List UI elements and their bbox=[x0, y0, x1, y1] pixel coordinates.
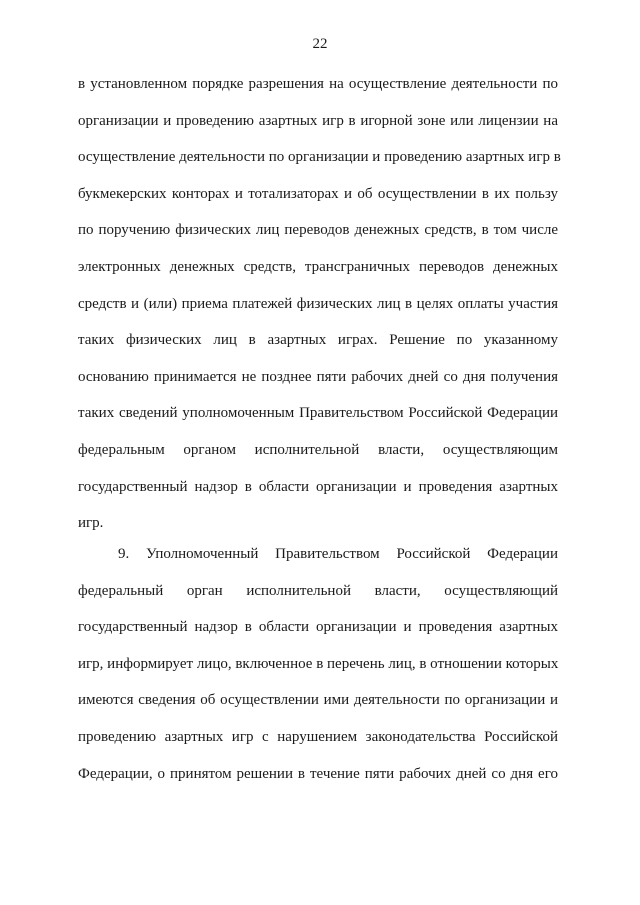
text-line: в установленном порядке разрешения на осуществление деятельности по bbox=[78, 76, 558, 92]
text-line: средств и (или) приема платежей физических лиц в целях оплаты участия bbox=[78, 295, 558, 312]
text-line: электронных денежных средств, трансграничных переводов денежных bbox=[78, 258, 558, 275]
text-line: таких сведений уполномоченным Правительством Российской Федерации bbox=[78, 405, 558, 422]
text-line: государственный надзор в области организации и проведения азартных bbox=[78, 478, 558, 495]
text-line: по поручению физических лиц переводов денежных средств, в том числе bbox=[78, 222, 558, 239]
paragraph-continued bbox=[78, 66, 561, 542]
text-line: таких физических лиц в азартных играх. Решение по указанному bbox=[78, 332, 558, 349]
text-line: букмекерских конторах и тотализаторах и об осуществлении в их пользу bbox=[78, 185, 558, 202]
paragraph-item-9 bbox=[78, 536, 558, 792]
text-line: игр. bbox=[78, 515, 104, 532]
text-line: проведению азартных игр с нарушением законодательства Российской bbox=[78, 728, 558, 745]
text-line: основанию принимается не позднее пяти рабочих дней со дня получения bbox=[78, 368, 558, 385]
text-line: осуществление деятельности по организации и проведению азартных игр в bbox=[78, 149, 561, 166]
text-line: федеральный орган исполнительной власти, осуществляющий bbox=[78, 582, 558, 599]
text-line: федеральным органом исполнительной власти, осуществляющим bbox=[78, 441, 558, 458]
text-line: игр, информирует лицо, включенное в перечень лиц, в отношении которых bbox=[78, 655, 559, 672]
text-line: имеются сведения об осуществлении ими деятельности по организации и bbox=[78, 692, 558, 709]
text-line: Федерации, о принятом решении в течение пяти рабочих дней со дня его bbox=[78, 765, 558, 782]
text-line: 9. Уполномоченный Правительством Российской Федерации bbox=[118, 546, 558, 562]
text-line: государственный надзор в области организации и проведения азартных bbox=[78, 619, 558, 636]
text-line: организации и проведению азартных игр в игорной зоне или лицензии на bbox=[78, 112, 558, 129]
page-number: 22 bbox=[312, 36, 328, 52]
